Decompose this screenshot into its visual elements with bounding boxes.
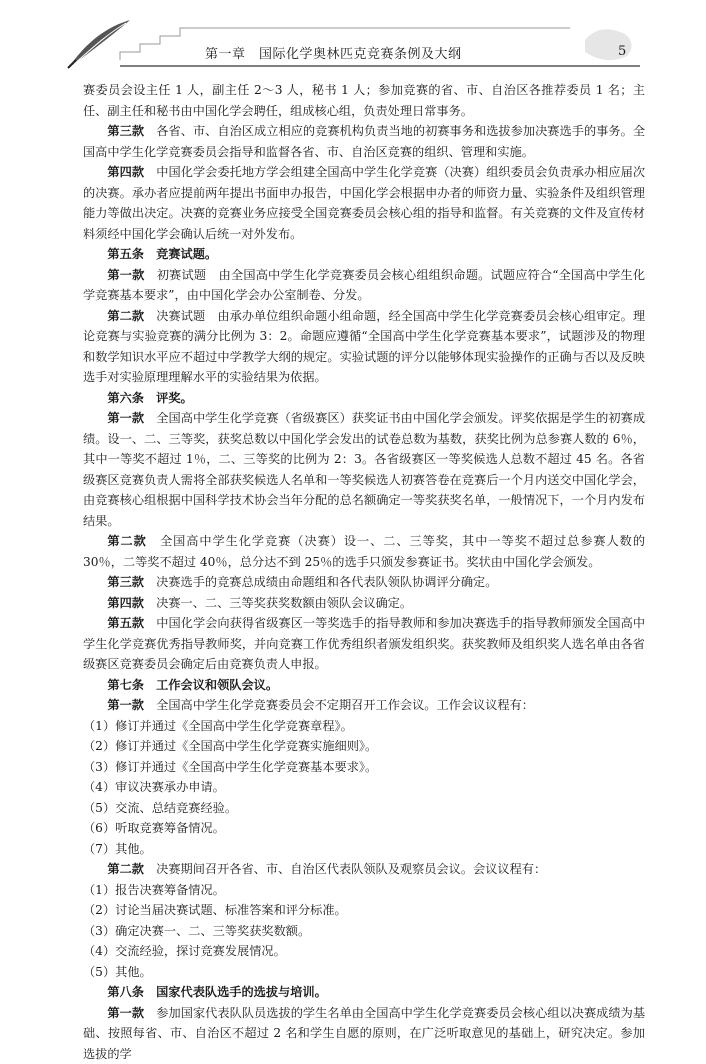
clause-label: 第四款: [107, 596, 156, 610]
clause-text: 初赛试题 由全国高中学生化学竞赛委员会核心组组织命题。试题应符合“全国高中学生化学竞赛基本要求”，由中国化学会办公室制卷、分发。: [83, 268, 645, 303]
clause-text: 决赛一、二、三等奖获奖数额由领队会议确定。: [156, 596, 412, 610]
clause-label: 第二款: [107, 534, 160, 548]
clause-paragraph: [83, 613, 645, 675]
list-item: （3）修订并通过《全国高中学生化学竞赛基本要求》。: [83, 757, 645, 778]
page-header: [0, 0, 706, 80]
clause-label: 第二款: [107, 862, 156, 876]
clause-paragraph: [83, 593, 645, 614]
list-item: （7）其他。: [83, 839, 645, 860]
clause-text: 决赛选手的竞赛总成绩由命题组和各代表队领队协调评分确定。: [156, 575, 497, 589]
clause-paragraph: [83, 265, 645, 306]
clause-label: 第一款: [107, 698, 156, 712]
clause-label: 第四款: [107, 165, 156, 179]
list-item: （2）讨论当届决赛试题、标准答案和评分标准。: [83, 900, 645, 921]
clause-paragraph: [83, 572, 645, 593]
clause-label: 第二款: [107, 309, 156, 323]
section-heading: 第五条 竞赛试题。: [83, 244, 645, 265]
clause-label: 第五款: [107, 616, 156, 630]
clause-text: 各省、市、自治区成立相应的竞赛机构负责当地的初赛事务和选拔参加决赛选手的事务。全国高中学生化学竞赛委员会指导和监督各省、市、自治区竞赛的组织、管理和实施。: [83, 124, 645, 159]
clause-paragraph: [83, 408, 645, 531]
list-item: （5）交流、总结竞赛经验。: [83, 798, 645, 819]
clause-paragraph: [83, 162, 645, 244]
list-item: （3）确定决赛一、二、三等奖获奖数额。: [83, 921, 645, 942]
clause-paragraph: [83, 695, 645, 716]
page-number: 5: [618, 44, 626, 59]
clause-text: 全国高中学生化学竞赛（省级赛区）获奖证书由中国化学会颁发。评奖依据是学生的初赛成绩。设一、二、三等奖，获奖总数以中国化学会发出的试卷总数为基数，获奖比例为总参赛人数的 6％，其中一等奖不超过 1％，二、三等奖的比例为 2：3。各省级赛区一等奖候选人总数不超过 45 名。各省级赛区竞赛负责人需将全部获奖候选人名单和一等奖候选人初赛答卷在竞赛后一个月内送交中国化学会，由竞赛核心组根据中国科学技术协会当年分配的总名额确定一等奖获奖名单，一般情况下，一个月内发布结果。: [83, 411, 645, 528]
section-heading: 第八条 国家代表队选手的选拔与培训。: [83, 982, 645, 1003]
clause-paragraph: [83, 859, 645, 880]
clause-label: 第三款: [107, 124, 156, 138]
paragraph: 赛委员会设主任 1 人，副主任 2～3 人，秘书 1 人；参加竞赛的省、市、自治区各推荐委员 1 名；主任、副主任和秘书由中国化学会聘任，组成核心组，负责处理日常事务。: [83, 80, 645, 121]
clause-text: 中国化学会委托地方学会组建全国高中学生化学竞赛（决赛）组织委员会负责承办相应届次的决赛。承办者应提前两年提出书面申办报告，中国化学会根据申办者的师资力量、实验条件及组织管理能力等做出决定。决赛的竞赛业务应接受全国竞赛委员会核心组的指导和监督。有关竞赛的文件及宣传材料须经中国化学会确认后统一对外发布。: [83, 165, 645, 241]
clause-label: 第三款: [107, 575, 156, 589]
chapter-title: 第一章 国际化学奥林匹克竞赛条例及大纲: [205, 43, 462, 62]
clause-paragraph: [83, 306, 645, 388]
quill-pen-icon: [64, 18, 134, 70]
list-item: （1）报告决赛筹备情况。: [83, 880, 645, 901]
clause-label: 第一款: [107, 411, 156, 425]
list-item: （1）修订并通过《全国高中学生化学竞赛章程》。: [83, 716, 645, 737]
clause-label: 第一款: [107, 268, 156, 282]
clause-paragraph: [83, 1003, 645, 1064]
clause-paragraph: [83, 531, 645, 572]
clause-text: 中国化学会向获得省级赛区一等奖选手的指导教师和参加决赛选手的指导教师颁发全国高中学生化学竞赛优秀指导教师奖，并向竞赛工作优秀组织者颁发组织奖。获奖教师及组织奖人选名单由各省级赛区竞赛委员会确定后由竞赛负责人申报。: [83, 616, 645, 671]
list-item: （4）审议决赛承办申请。: [83, 777, 645, 798]
clause-paragraph: [83, 121, 645, 162]
clause-text: 决赛试题 由承办单位组织命题小组命题，经全国高中学生化学竞赛委员会核心组审定。理论竞赛与实验竞赛的满分比例为 3：2。命题应遵循“全国高中学生化学竞赛基本要求”，试题涉及的物理和数学知识水平应不超过中学教学大纲的规定。实验试题的评分以能够体现实验操作的正确与否以及反映选手对实验原理理解水平的实验结果为依据。: [83, 309, 645, 385]
list-item: （2）修订并通过《全国高中学生化学竞赛实施细则》。: [83, 736, 645, 757]
clause-label: 第一款: [107, 1006, 156, 1020]
clause-text: 决赛期间召开各省、市、自治区代表队领队及观察员会议。会议议程有：: [156, 862, 546, 876]
clause-text: 全国高中学生化学竞赛（决赛）设一、二、三等奖，其中一等奖不超过总参赛人数的 30％，二等奖不超过 40％，总分达不到 25％的选手只颁发参赛证书。奖状由中国化学会颁发。: [83, 534, 645, 569]
section-heading: 第六条 评奖。: [83, 388, 645, 409]
list-item: （4）交流经验，探讨竞赛发展情况。: [83, 941, 645, 962]
list-item: （6）听取竞赛筹备情况。: [83, 818, 645, 839]
clause-text: 参加国家代表队队员选拔的学生名单由全国高中学生化学竞赛委员会核心组以决赛成绩为基础、按照每省、市、自治区不超过 2 名和学生自愿的原则，在广泛听取意见的基础上，研究决定。参加选拔的学: [83, 1006, 645, 1061]
section-heading: 第七条 工作会议和领队会议。: [83, 675, 645, 696]
clause-text: 全国高中学生化学竞赛委员会不定期召开工作会议。工作会议议程有：: [156, 698, 534, 712]
list-item: （5）其他。: [83, 962, 645, 983]
document-body: [83, 80, 645, 1064]
